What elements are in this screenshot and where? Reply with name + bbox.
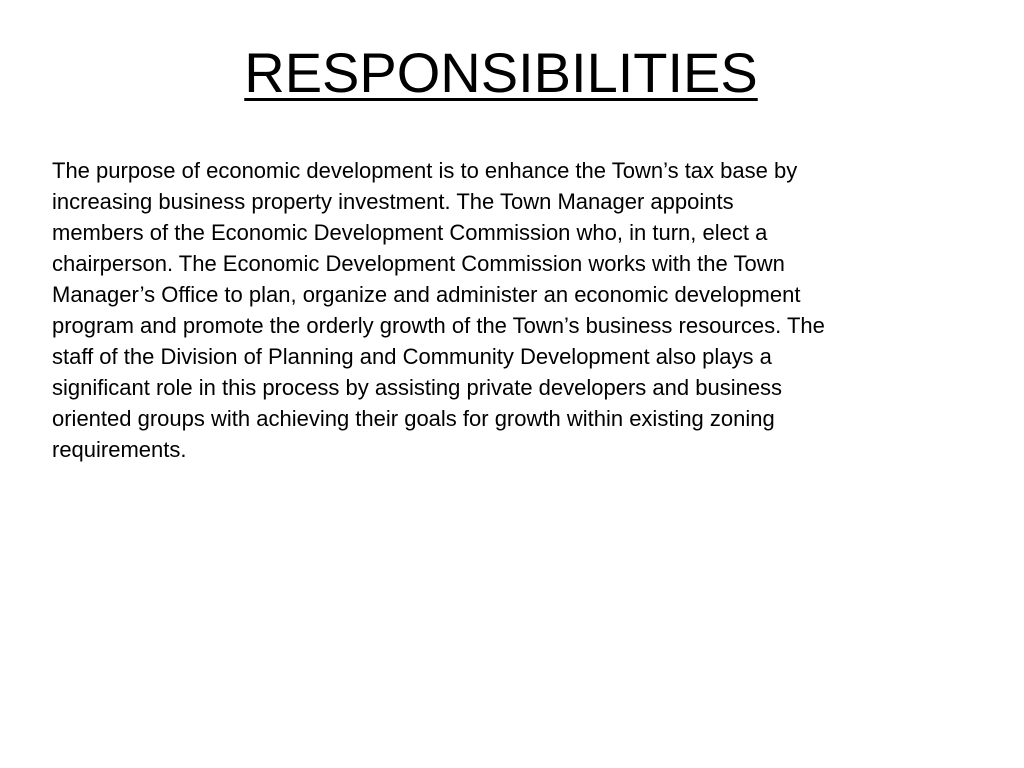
- body-line: staff of the Division of Planning and Community Development also plays a: [52, 344, 772, 369]
- body-line: program and promote the orderly growth of the Town’s business resources. The: [52, 313, 825, 338]
- slide-title: RESPONSIBILITIES: [244, 41, 758, 104]
- body-line: increasing business property investment. The Town Manager appoints: [52, 189, 734, 214]
- body-line: The purpose of economic development is to enhance the Town’s tax base by: [52, 158, 798, 183]
- body-line: chairperson. The Economic Development Commission works with the Town: [52, 251, 785, 276]
- body-line: oriented groups with achieving their goals for growth within existing zoning: [52, 406, 775, 431]
- body-line: requirements.: [52, 437, 187, 462]
- body-line: significant role in this process by assisting private developers and business: [52, 375, 783, 400]
- body-line: Manager’s Office to plan, organize and administer an economic development: [52, 282, 801, 307]
- body-line: members of the Economic Development Commission who, in turn, elect a: [52, 220, 768, 245]
- body-paragraph: [52, 155, 972, 465]
